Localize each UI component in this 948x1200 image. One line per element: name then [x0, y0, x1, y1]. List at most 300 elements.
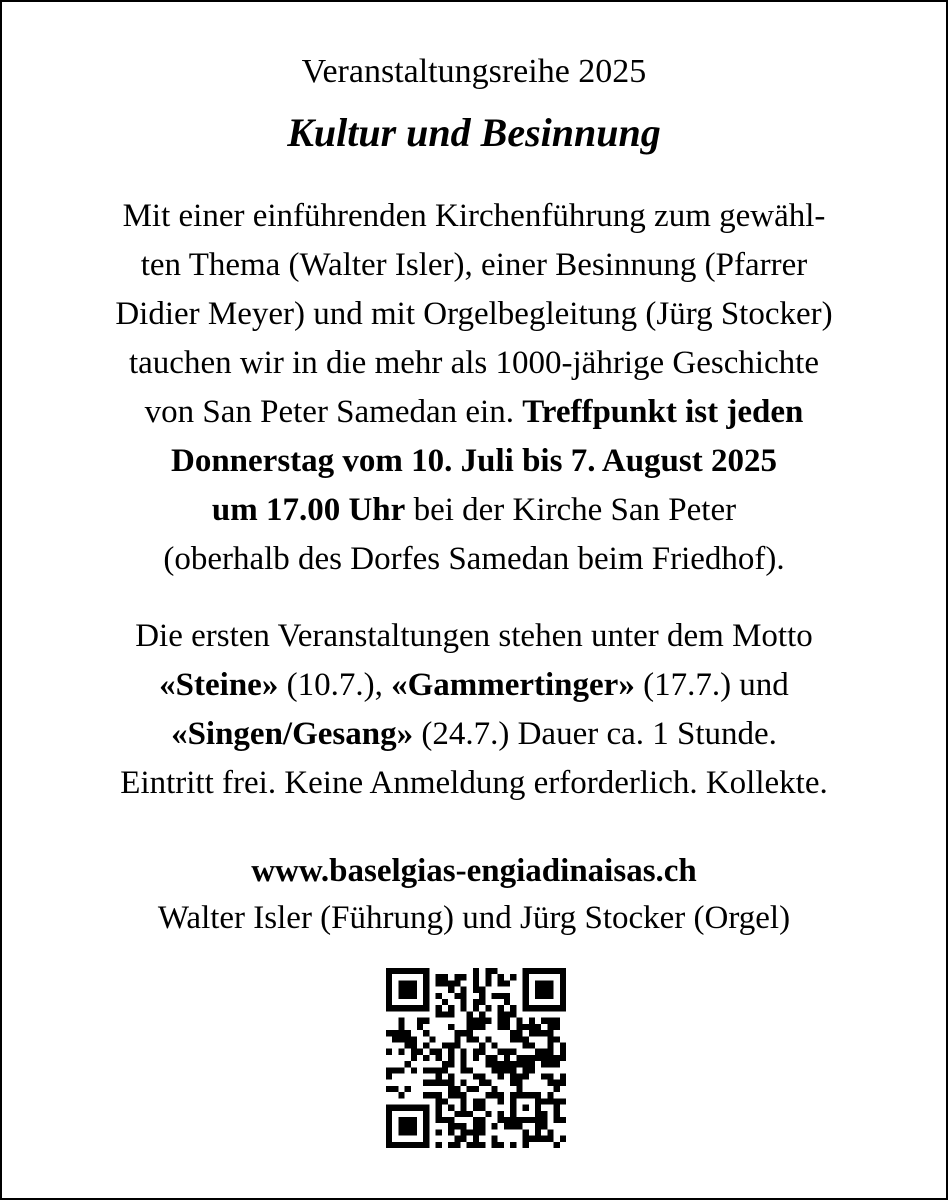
qr-module: [560, 980, 566, 986]
qr-module: [547, 993, 553, 999]
qr-module: [523, 1136, 529, 1142]
qr-module: [479, 1129, 485, 1135]
qr-module: [436, 1049, 442, 1055]
qr-module: [411, 1129, 417, 1135]
qr-module: [510, 1030, 516, 1036]
qr-module: [423, 1055, 429, 1061]
qr-module: [460, 1136, 466, 1142]
qr-module: [423, 1142, 429, 1148]
qr-module: [386, 1067, 392, 1073]
qr-module: [398, 1018, 404, 1024]
qr-module: [510, 1098, 516, 1104]
qr-module: [392, 1036, 398, 1042]
qr-module: [516, 1117, 522, 1123]
qr-module: [541, 1049, 547, 1055]
qr-module: [411, 1005, 417, 1011]
qr-module: [386, 968, 392, 974]
footer-block: [22, 848, 926, 942]
qr-module: [405, 1061, 411, 1067]
qr-code-icon[interactable]: [386, 968, 566, 1148]
qr-module: [547, 987, 553, 993]
qr-module: [541, 1030, 547, 1036]
qr-module: [541, 987, 547, 993]
qr-module: [523, 1024, 529, 1030]
qr-module: [510, 1142, 516, 1148]
qr-module: [547, 1018, 553, 1024]
qr-module: [398, 1105, 404, 1111]
qr-module: [547, 1024, 553, 1030]
qr-module: [510, 1049, 516, 1055]
qr-module: [423, 1080, 429, 1086]
qr-module: [398, 1005, 404, 1011]
qr-module: [554, 1111, 560, 1117]
qr-module: [473, 980, 479, 986]
topic-gammertinger: «Gammertinger»: [391, 667, 635, 703]
qr-module: [454, 1036, 460, 1042]
qr-module: [386, 1105, 392, 1111]
qr-module: [411, 1067, 417, 1073]
qr-module: [436, 1092, 442, 1098]
intro-line: [22, 437, 926, 486]
qr-module: [554, 1117, 560, 1123]
qr-module: [529, 968, 535, 974]
qr-module: [423, 1111, 429, 1117]
qr-module: [516, 1030, 522, 1036]
meeting-point-text: Treffpunkt ist jeden: [522, 394, 804, 430]
qr-module: [523, 1074, 529, 1080]
qr-module: [398, 968, 404, 974]
qr-module: [473, 1055, 479, 1061]
qr-module: [460, 999, 466, 1005]
qr-module: [529, 1030, 535, 1036]
qr-module: [479, 1123, 485, 1129]
qr-module: [485, 980, 491, 986]
qr-module: [417, 968, 423, 974]
qr-module: [473, 1136, 479, 1142]
qr-module: [492, 993, 498, 999]
qr-module: [454, 1030, 460, 1036]
qr-module: [467, 1036, 473, 1042]
qr-module: [541, 980, 547, 986]
intro-text: von San Peter Samedan ein.: [144, 394, 523, 430]
qr-module: [442, 999, 448, 1005]
qr-module: [417, 1105, 423, 1111]
qr-module: [523, 1129, 529, 1135]
qr-module: [467, 1111, 473, 1117]
qr-module: [392, 968, 398, 974]
qr-module: [541, 1061, 547, 1067]
qr-module: [516, 1123, 522, 1129]
qr-module: [436, 1011, 442, 1017]
intro-line: [22, 486, 926, 535]
qr-module: [498, 1018, 504, 1024]
intro-line: tauchen wir in die mehr als 1000-jährige Geschichte: [128, 345, 819, 381]
qr-module: [492, 1042, 498, 1048]
qr-module: [411, 1036, 417, 1042]
qr-module: [560, 1049, 566, 1055]
topic-date-duration: (24.7.) Dauer ca. 1 Stunde.: [413, 716, 777, 752]
qr-module: [504, 1049, 510, 1055]
intro-line: Mit einer einführenden Kirchenführung zum gewähl-: [122, 198, 826, 234]
qr-module: [554, 1086, 560, 1092]
qr-module: [510, 1036, 516, 1042]
qr-module: [529, 1024, 535, 1030]
qr-module: [473, 1129, 479, 1135]
qr-module: [541, 1005, 547, 1011]
qr-module: [529, 1117, 535, 1123]
qr-module: [485, 1018, 491, 1024]
qr-module: [436, 1105, 442, 1111]
qr-module: [560, 1136, 566, 1142]
qr-module: [492, 1061, 498, 1067]
qr-module: [560, 968, 566, 974]
qr-module: [535, 1024, 541, 1030]
qr-module: [492, 1067, 498, 1073]
qr-module: [516, 1024, 522, 1030]
qr-module: [460, 1080, 466, 1086]
qr-module: [516, 1061, 522, 1067]
qr-module: [498, 1098, 504, 1104]
qr-module: [405, 987, 411, 993]
qr-module: [535, 1055, 541, 1061]
qr-module: [485, 1092, 491, 1098]
qr-module: [523, 1005, 529, 1011]
qr-module: [560, 987, 566, 993]
qr-module: [498, 980, 504, 986]
qr-module: [423, 1136, 429, 1142]
qr-module: [398, 1092, 404, 1098]
qr-module: [541, 1055, 547, 1061]
qr-module: [436, 1142, 442, 1148]
qr-module: [460, 1005, 466, 1011]
qr-module: [405, 993, 411, 999]
qr-module: [523, 1092, 529, 1098]
qr-module: [473, 1142, 479, 1148]
qr-module: [405, 1142, 411, 1148]
qr-module: [560, 993, 566, 999]
qr-module: [448, 1092, 454, 1098]
qr-module: [467, 1067, 473, 1073]
qr-module: [398, 1049, 404, 1055]
qr-module: [448, 980, 454, 986]
qr-module: [454, 993, 460, 999]
qr-module: [510, 1092, 516, 1098]
qr-module: [423, 1129, 429, 1135]
qr-module: [473, 1105, 479, 1111]
qr-module: [460, 993, 466, 999]
intro-line: Didier Meyer) und mit Orgelbegleitung (Jürg Stocker): [115, 296, 833, 332]
location-text: bei der Kirche San Peter: [405, 492, 737, 528]
qr-module: [411, 993, 417, 999]
qr-module: [523, 999, 529, 1005]
qr-module: [467, 1030, 473, 1036]
qr-module: [423, 987, 429, 993]
qr-module: [436, 1111, 442, 1117]
qr-module: [411, 1105, 417, 1111]
qr-module: [429, 1080, 435, 1086]
qr-module: [460, 1061, 466, 1067]
qr-module: [448, 1086, 454, 1092]
qr-module: [510, 1080, 516, 1086]
qr-module: [479, 1042, 485, 1048]
qr-module: [429, 1067, 435, 1073]
qr-module: [448, 1142, 454, 1148]
qr-module: [386, 987, 392, 993]
qr-module: [423, 1092, 429, 1098]
qr-module: [479, 987, 485, 993]
qr-module: [405, 1005, 411, 1011]
series-label: Veranstaltungsreihe 2025: [301, 53, 647, 90]
topic-date: (17.7.) und: [634, 667, 789, 703]
intro-line: ten Thema (Walter Isler), einer Besinnung (Pfarrer: [140, 247, 808, 283]
qr-module: [386, 1086, 392, 1092]
qr-module: [529, 1005, 535, 1011]
qr-module: [510, 1061, 516, 1067]
qr-module: [473, 974, 479, 980]
qr-module: [554, 1024, 560, 1030]
topic-singen-gesang: «Singen/Gesang»: [171, 716, 414, 752]
qr-module: [479, 993, 485, 999]
qr-module: [473, 1123, 479, 1129]
qr-module: [498, 1061, 504, 1067]
qr-module: [411, 1055, 417, 1061]
qr-module: [523, 1042, 529, 1048]
qr-module: [554, 1036, 560, 1042]
qr-module: [492, 1123, 498, 1129]
qr-module: [504, 993, 510, 999]
qr-module: [541, 1018, 547, 1024]
qr-module: [398, 980, 404, 986]
qr-module: [442, 1011, 448, 1017]
qr-module: [460, 1067, 466, 1073]
website-text[interactable]: www.baselgias-engiadinaisas.ch: [251, 853, 697, 889]
qr-module: [504, 1018, 510, 1024]
qr-module: [535, 1098, 541, 1104]
qr-module: [448, 1005, 454, 1011]
qr-module: [423, 993, 429, 999]
qr-module: [473, 1086, 479, 1092]
qr-module: [541, 1098, 547, 1104]
qr-module: [460, 1111, 466, 1117]
qr-module: [492, 1055, 498, 1061]
qr-module: [454, 1092, 460, 1098]
qr-module: [547, 1092, 553, 1098]
qr-module: [398, 1036, 404, 1042]
qr-module: [442, 1117, 448, 1123]
qr-module: [510, 1074, 516, 1080]
qr-module: [473, 1098, 479, 1104]
qr-module: [535, 1030, 541, 1036]
qr-module: [523, 1055, 529, 1061]
qr-module: [429, 1092, 435, 1098]
qr-module: [504, 1055, 510, 1061]
qr-module: [547, 1061, 553, 1067]
qr-module: [460, 974, 466, 980]
qr-module: [460, 1129, 466, 1135]
qr-module: [436, 1098, 442, 1104]
qr-module: [473, 1074, 479, 1080]
qr-module: [442, 974, 448, 980]
qr-module: [436, 1074, 442, 1080]
qr-module: [454, 1136, 460, 1142]
qr-module: [386, 1117, 392, 1123]
qr-module: [523, 1061, 529, 1067]
qr-module: [473, 999, 479, 1005]
qr-module: [442, 1098, 448, 1104]
qr-module: [492, 1142, 498, 1148]
qr-module: [547, 1036, 553, 1042]
qr-module: [535, 1005, 541, 1011]
qr-module: [510, 1005, 516, 1011]
qr-module: [492, 1086, 498, 1092]
qr-module: [479, 999, 485, 1005]
qr-module: [405, 1105, 411, 1111]
qr-module: [547, 1136, 553, 1142]
qr-module: [492, 968, 498, 974]
qr-module: [386, 1074, 392, 1080]
qr-module: [423, 1105, 429, 1111]
qr-module: [417, 1049, 423, 1055]
date-range-text: Donnerstag vom 10. Juli bis 7. August 2025: [170, 443, 777, 479]
qr-module: [510, 1011, 516, 1017]
qr-module: [386, 1111, 392, 1117]
qr-module: [386, 999, 392, 1005]
qr-module: [411, 980, 417, 986]
qr-module: [386, 980, 392, 986]
qr-module: [516, 1018, 522, 1024]
qr-module: [386, 974, 392, 980]
qr-module: [523, 1105, 529, 1111]
qr-module: [411, 1042, 417, 1048]
qr-module: [535, 1049, 541, 1055]
qr-module: [504, 1011, 510, 1017]
qr-module: [523, 968, 529, 974]
qr-module: [492, 1136, 498, 1142]
qr-module: [473, 987, 479, 993]
qr-module: [448, 1105, 454, 1111]
qr-module: [529, 1136, 535, 1142]
qr-module: [560, 1074, 566, 1080]
qr-module: [554, 1098, 560, 1104]
qr-module: [398, 1117, 404, 1123]
qr-module: [460, 1055, 466, 1061]
qr-module: [392, 1142, 398, 1148]
qr-module: [398, 1129, 404, 1135]
qr-module: [504, 1024, 510, 1030]
qr-module: [398, 1024, 404, 1030]
qr-module: [479, 1049, 485, 1055]
qr-module: [547, 1055, 553, 1061]
qr-module: [423, 1018, 429, 1024]
qr-module: [535, 993, 541, 999]
qr-module: [423, 968, 429, 974]
qr-module: [541, 1074, 547, 1080]
qr-module: [467, 1142, 473, 1148]
qr-module: [386, 1123, 392, 1129]
qr-module: [554, 968, 560, 974]
qr-module: [411, 968, 417, 974]
qr-module: [436, 1117, 442, 1123]
qr-module: [554, 1005, 560, 1011]
qr-module: [405, 968, 411, 974]
qr-module: [423, 1042, 429, 1048]
time-text: um 17.00 Uhr: [211, 492, 406, 528]
qr-module: [547, 1005, 553, 1011]
qr-module: [535, 987, 541, 993]
qr-module: [510, 1067, 516, 1073]
qr-module: [485, 1036, 491, 1042]
qr-module: [448, 1117, 454, 1123]
qr-module: [423, 974, 429, 980]
qr-module: [523, 993, 529, 999]
qr-module: [429, 1036, 435, 1042]
qr-module: [560, 974, 566, 980]
qr-module: [423, 1005, 429, 1011]
qr-module: [417, 1142, 423, 1148]
qr-module: [454, 1111, 460, 1117]
qr-module: [498, 1005, 504, 1011]
qr-module: [398, 1030, 404, 1036]
qr-module: [454, 1142, 460, 1148]
qr-module: [535, 1105, 541, 1111]
qr-module: [516, 1036, 522, 1042]
qr-module: [448, 1129, 454, 1135]
qr-module: [498, 993, 504, 999]
qr-module: [498, 974, 504, 980]
qr-module: [479, 1142, 485, 1148]
qr-module: [547, 1098, 553, 1104]
qr-module: [423, 1123, 429, 1129]
qr-module: [485, 974, 491, 980]
qr-module: [392, 1030, 398, 1036]
qr-module: [405, 1117, 411, 1123]
qr-module: [535, 968, 541, 974]
qr-module: [411, 1142, 417, 1148]
qr-module: [541, 1117, 547, 1123]
website-link[interactable]: [22, 848, 926, 895]
qr-module: [516, 1074, 522, 1080]
qr-module: [429, 1049, 435, 1055]
qr-module: [547, 1042, 553, 1048]
qr-module: [535, 1117, 541, 1123]
qr-module: [541, 1111, 547, 1117]
qr-module: [498, 1092, 504, 1098]
qr-module: [392, 1005, 398, 1011]
qr-module: [398, 987, 404, 993]
qr-module: [417, 1018, 423, 1024]
qr-module: [436, 1055, 442, 1061]
qr-module: [547, 1030, 553, 1036]
qr-module: [479, 1011, 485, 1017]
qr-module: [442, 980, 448, 986]
intro-paragraph: [22, 192, 926, 584]
topic-steine: «Steine»: [159, 667, 279, 703]
qr-module: [523, 980, 529, 986]
intro-line: (oberhalb des Dorfes Samedan beim Friedhof).: [163, 541, 785, 577]
qr-module: [529, 1018, 535, 1024]
qr-module: [529, 1061, 535, 1067]
qr-module: [523, 1067, 529, 1073]
qr-module: [560, 1005, 566, 1011]
qr-module: [398, 1142, 404, 1148]
qr-module: [442, 1067, 448, 1073]
qr-module: [479, 1080, 485, 1086]
qr-module: [411, 1049, 417, 1055]
qr-module: [454, 1086, 460, 1092]
qr-module: [398, 1123, 404, 1129]
qr-module: [392, 1105, 398, 1111]
qr-module: [554, 1055, 560, 1061]
